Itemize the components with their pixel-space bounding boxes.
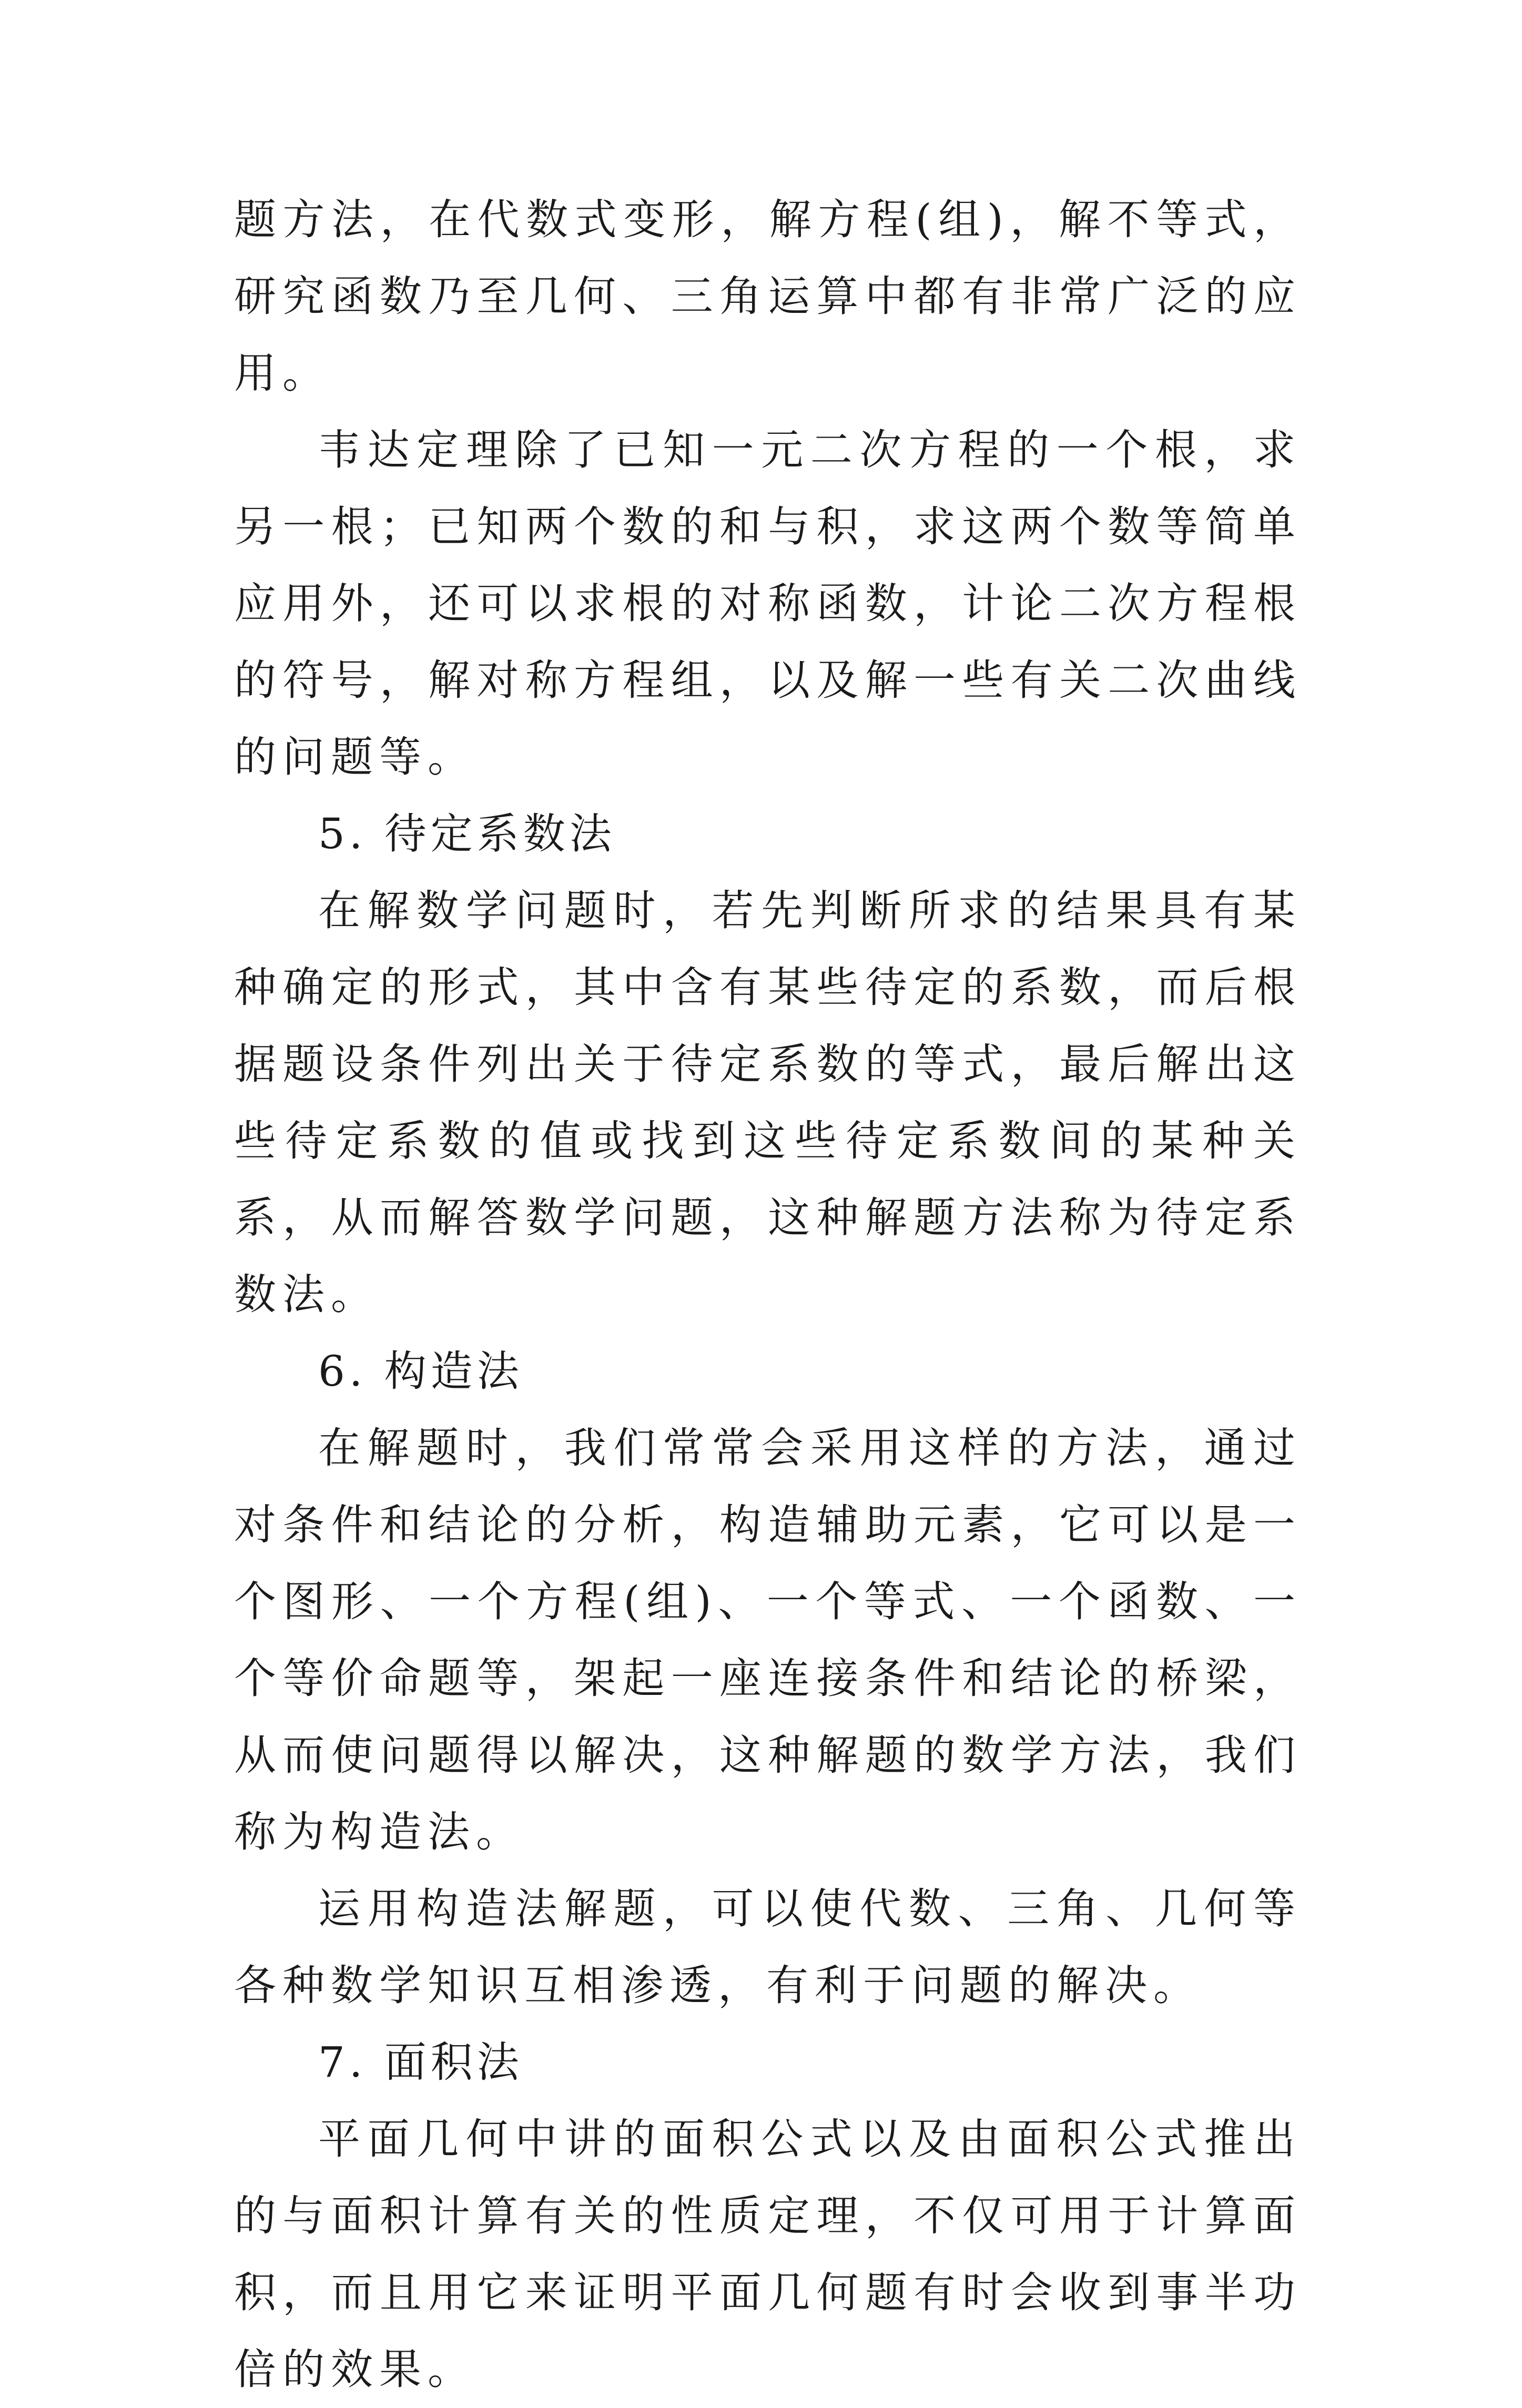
section-heading-area-method: 7. 面积法: [318, 2038, 523, 2087]
section-heading-construction-method: 6. 构造法: [318, 1347, 523, 1396]
section-heading-undetermined-coefficients: 5. 待定系数法: [318, 809, 616, 858]
paragraph-construction-application: 运用构造法解题，可以使代数、三角、几何等各种数学知识互相渗透，有利于问题的解决。: [234, 1884, 1302, 2010]
paragraph-construction-method: 在解题时，我们常常会采用这样的方法，通过对条件和结论的分析，构造辅助元素，它可以是一个图形、一个方程(组)、一个等式、一个函数、一个等价命题等，架起一座连接条件和结论的桥梁，从而使问题得以解决，这种解题的数学方法，我们称为构造法。: [234, 1424, 1302, 1856]
document-body: [234, 181, 1302, 2408]
paragraph-area-method: 平面几何中讲的面积公式以及由面积公式推出的与面积计算有关的性质定理，不仅可用于计算面积，而且用它来证明平面几何题有时会收到事半功倍的效果。: [234, 2115, 1302, 2394]
paragraph-continuation: 题方法，在代数式变形，解方程(组)，解不等式，研究函数乃至几何、三角运算中都有非常广泛的应用。: [234, 195, 1302, 398]
paragraph-vieta-theorem: 韦达定理除了已知一元二次方程的一个根，求另一根；已知两个数的和与积，求这两个数等简单应用外，还可以求根的对称函数，计论二次方程根的符号，解对称方程组，以及解一些有关二次曲线的问题等。: [234, 425, 1302, 781]
paragraph-undetermined-coefficients: 在解数学问题时，若先判断所求的结果具有某种确定的形式，其中含有某些待定的系数，而后根据题设条件列出关于待定系数的等式，最后解出这些待定系数的值或找到这些待定系数间的某种关系，从而解答数学问题，这种解题方法称为待定系数法。: [234, 886, 1302, 1319]
